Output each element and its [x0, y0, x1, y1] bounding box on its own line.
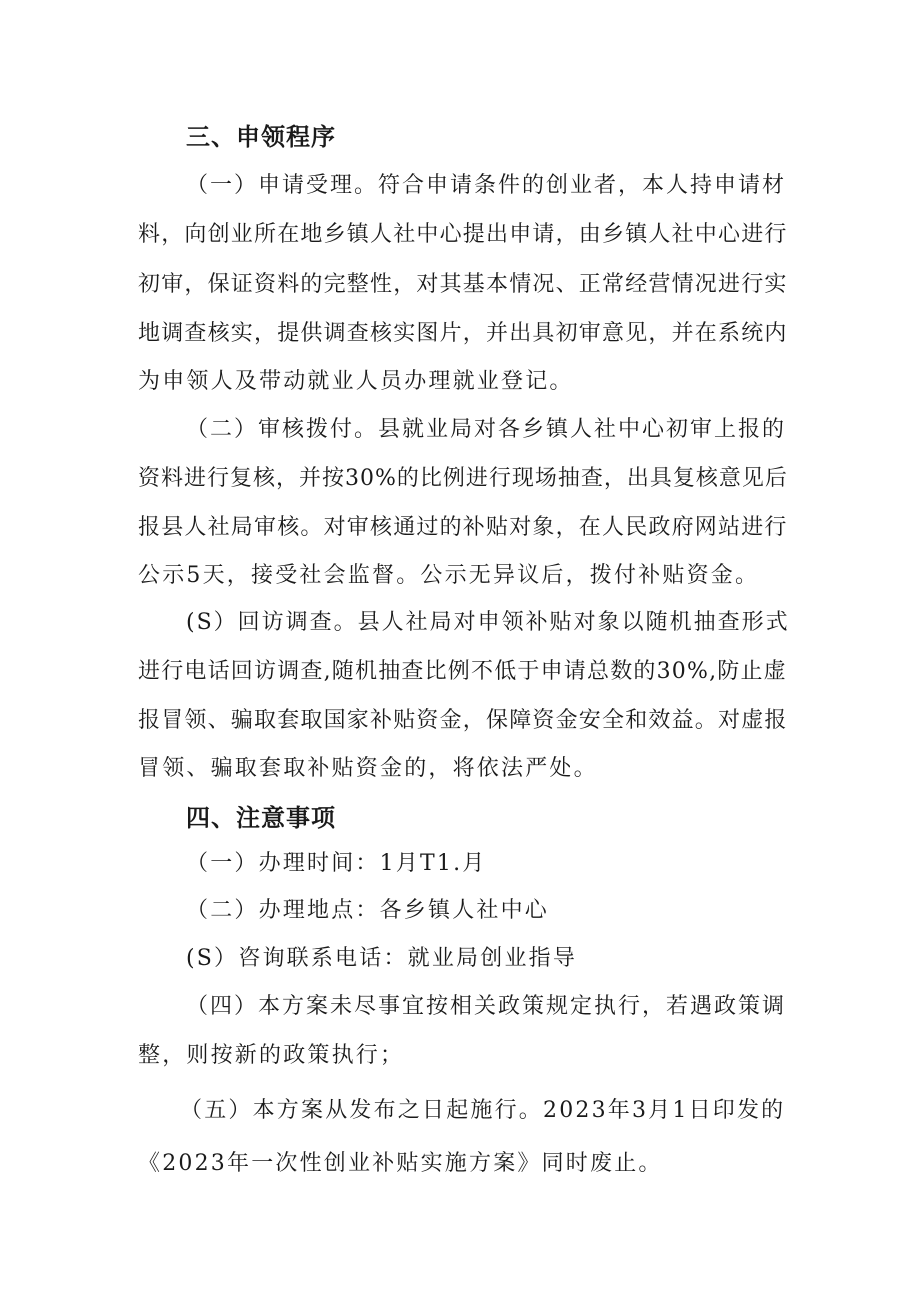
paragraph-line: 进行电话回访调查,随机抽查比例不低于申请总数的30%,防止虚 [138, 659, 787, 684]
paragraph-line: 报县人社局审核。对审核通过的补贴对象，在人民政府网站进行 [138, 515, 788, 540]
notice-item-1: （一）办理时间：1月T1.月 [186, 851, 487, 876]
paragraph-line: （二）审核拨付。县就业局对各乡镇人社中心初审上报的 [186, 417, 787, 442]
paragraph-line: 冒领、骗取套取补贴资金的，将依法严处。 [138, 756, 598, 781]
paragraph-line: 资料进行复核，并按30%的比例进行现场抽查，出具复核意见后 [138, 466, 788, 491]
paragraph-line: 《2023年一次性创业补贴实施方案》同时废止。 [138, 1151, 663, 1176]
paragraph-line: （一）申请受理。符合申请条件的创业者，本人持申请材 [186, 173, 787, 198]
paragraph-line: 初审，保证资料的完整性，对其基本情况、正常经营情况进行实 [138, 272, 788, 297]
paragraph-line: 为申领人及带动就业人员办理就业登记。 [138, 369, 574, 394]
paragraph-line: 报冒领、骗取套取国家补贴资金，保障资金安全和效益。对虚报 [138, 708, 788, 733]
paragraph-line: 料，向创业所在地乡镇人社中心提出申请，由乡镇人社中心进行 [138, 222, 788, 247]
notice-item-3: (S）咨询联系电话：就业局创业指导 [186, 946, 578, 971]
paragraph-line: （四）本方案未尽事宜按相关政策规定执行，若遇政策调 [186, 994, 787, 1019]
paragraph-line: （五）本方案从发布之日起施行。2023年3月1日印发的 [180, 1098, 786, 1123]
paragraph-line: (S）回访调查。县人社局对申领补贴对象以随机抽查形式 [186, 610, 790, 635]
paragraph-line: 公示5天，接受社会监督。公示无异议后，拨付补贴资金。 [138, 563, 760, 588]
section-3-heading: 三、申领程序 [186, 123, 336, 151]
notice-item-2: （二）办理地点：各乡镇人社中心 [186, 898, 550, 923]
paragraph-line: 整，则按新的政策执行； [138, 1043, 405, 1068]
paragraph-line: 地调查核实，提供调查核实图片，并出具初审意见，并在系统内 [138, 321, 788, 346]
section-4-heading: 四、注意事项 [186, 804, 336, 832]
